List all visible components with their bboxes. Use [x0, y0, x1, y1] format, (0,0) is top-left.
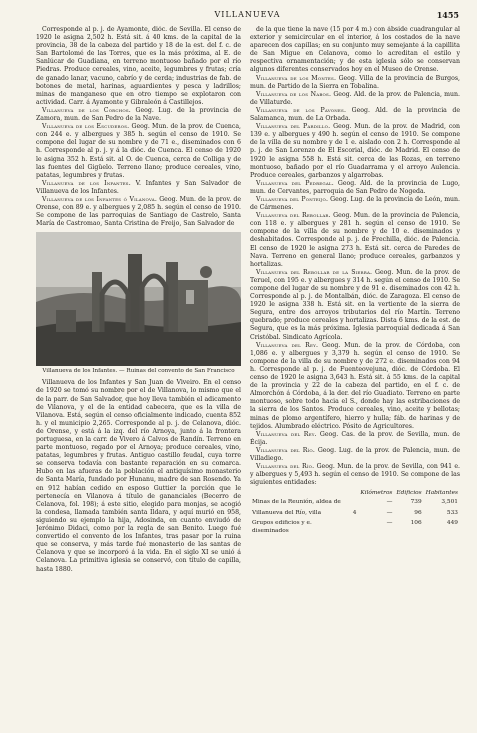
figure-caption: Villanueva de los Infantes. — Ruinas del convento de San Francisco: [42, 368, 235, 375]
entry-headword: Villanueva del Ponteijo.: [256, 195, 329, 203]
entry-headword: Villanueva del Pedregal.: [256, 179, 334, 187]
cell-b: —: [386, 519, 393, 526]
photo-convent-ruins: [36, 232, 241, 366]
cell-b: —: [386, 499, 393, 506]
ruins-illustration: [36, 232, 241, 366]
entry-headword: Villanueva del Rebollar.: [256, 212, 331, 220]
figure: [36, 232, 241, 375]
entry-text: Geog. Mun. de la prov. de Córdoba, con 1,086 e. y albergues y 3,379 h. según el censo de 1910. Se compone de la villa de su nombre y de 272 e. diseminados con 94 h. Corresponde al p. j. de Fuenteovejuna, dióc. de Córdoba. El censo de 1920 le asigna 3,643 h. Está sit. á 55 kms. de la capital de la provincia y 22 de la cabeza del partido, en el f. c. de Almorchón á Córdoba, á la der. del río Guadiato. Terreno en parte montuoso, sobre todo hacia el S., donde hay las estribaciones de la sierra de los Santos. Produce cereales, vino, aceite y bellotas; minas de plomo argentífero, hierro y hulla; fáb. de harinas y de tejidos. Alumbrado eléctrico. Pósito de Agricultores.: [250, 341, 460, 430]
inhabitants-count: 449: [446, 519, 458, 526]
entry-text: Geog. Lug. de la provincia de León, mun. de Cármenes.: [250, 195, 460, 212]
entry-headword: Villanueva del Rebollar de la Sierra.: [256, 268, 373, 276]
entity-name: Minas de la Reunión, aldea de: [252, 499, 341, 506]
dictionary-entry: [250, 447, 460, 463]
entity-name: Grupos edificios y e. diseminados: [252, 519, 312, 534]
dictionary-entry: [36, 26, 241, 107]
entry-text: Geog. Mun. de la provincia de Palencia, con 118 e. y albergues y 281 h. según el censo de 1910. Se compone de la villa de su nombre y de 10 e. diseminados y deshabitados. Corresponde al p. j. de Frechilla, dióc. de Palencia. El censo de 1920 le asigna 273 h. Está sit. cerca de Paredes de Nava. Terreno en general llano; produce cereales, garbanzos y hortalizas.: [250, 212, 460, 268]
entry-headword: Villanueva del Río.: [256, 463, 315, 471]
entry-text: Geog. Cas. de la prov. de Sevilla, mun. de Écija.: [250, 430, 460, 446]
inhabitants-count: 3,501: [441, 499, 458, 506]
entry-text: Geog. Villa de la provincia de Burgos, mun. de Partido de la Sierra en Tobalina.: [250, 74, 460, 90]
dictionary-entry: [36, 107, 241, 123]
table-row: [250, 497, 460, 507]
dictionary-entry: [36, 180, 241, 196]
buildings-count: 739: [410, 499, 422, 506]
entry-text: Geog. Mun. de la prov. de Sevilla, con 941 e. y albergues y 5,493 h. según el censo de 1910. Se compone de las siguientes entidades:: [250, 463, 460, 487]
dictionary-entry: [250, 180, 460, 196]
entry-text: Geog. Ald. de la provincia de Lugo, mun. de Cervantes, parroquia de San Pedro de Nogeda.: [250, 179, 460, 195]
entry-text: V. Infantes y San Salvador de Villanueva de los Infantes.: [36, 179, 241, 195]
dictionary-entry: [250, 107, 460, 123]
dictionary-entry: [36, 123, 241, 180]
entry-text: Geog. Mun. de la prov. de Cuenca, con 244 e. y albergues y 385 h. según el censo de 1910. Se compone del lugar de su nombre y de 71 e., diseminados con 6 h. Corresponde al p. j. y á la dióc. de Cuenca. El censo de 1920 le asigna 352 h. Está sit. al O. de Cuenca, cerca de Colliga y de las fuentes del Gigüelo. Terreno llano; produce cereales, vino, patatas, legumbres y frutas.: [36, 123, 241, 179]
entry-text: Villanueva de los Infantes y San Juan de Viveiro. En el censo de 1920 se tomó su nombre por el de Villanova, lo mismo que el de la parr. de San Salvador, que hoy lleva también el adicamento de Vilanova, y el de la entidad cabecera, que es la villa de Vilanova. Está, según el censo oficialmente indicado, cuenta 852 h. y el municipio 2,265. Corresponde al p. j. de Celanova, dióc. de Orense, y está á la izq. del río Arnoya, junto á la frontera portuguesa, en la carr. de Vivero á Calvos de Randín. Terreno en parte montuoso, regado por el Arnoya; produce cereales, vino, patatas, legumbres y frutas. Antiguo castillo feudal, cuya torre se conserva todavía con bastante reparación en su comarca. Hubo en las afueras de la población el antiquísimo monasterio de Santa María, fundado por Hunanu, madre de san Rosendo. Ya en 912 habían cedido en esposo Guttier la porción que le pertenecía en Vilanova á título de gananciales (Becerro de Celanova, fol. 198); á este sitio, elegido para monjas, se acogió la condesa, llamada también santa Ildara, y aquí murió en 958, siguiendo su ejemplo la hija, Adosinda, en cuanto enviudó de Jerónimo Didaci, como por la regla de san Benito. Luego fué convertido el convento de los Infantes, tras pasar por la ruina que se conserva, y más tarde fué monasterio de las santas de Celanova y que se incorporó á la vida. En el siglo XI se unió á Celanova. La primitiva iglesia se conservó, con título de capilla, hasta 1880.: [36, 379, 241, 573]
dictionary-entry: [36, 196, 241, 228]
stats-header-cell: Habitantes: [425, 490, 458, 497]
inhabitants-count: 533: [446, 509, 458, 516]
entry-text: Geog. Ald. de la prov. de Palencia, mun. de Villaturde.: [250, 90, 460, 106]
left-entries: [36, 26, 241, 228]
cell-a: [351, 518, 359, 536]
stats-header-cell: Kilómetros: [360, 490, 393, 497]
dictionary-entry: [250, 26, 460, 75]
cell-a: [351, 497, 359, 507]
entry-headword: Villanueva de los Infantes.: [42, 179, 131, 187]
dictionary-entry: [250, 431, 460, 447]
entity-name: Villanueva del Río, villa: [252, 509, 322, 516]
entry-text: Geog. Mun. de la prov. de Teruel, con 195 e. y albergues y 314 h. según el censo de 1910. Se compone del lugar de su nombre y de 91 e. diseminados con 42 h. Corresponde al p. j. de Montalbán, dióc. de Zaragoza. El censo de 1920 le asigna 338 h. Está sit. en la vertiente de la sierra de Segura, entre dos arroyos tributarios del río Martín. Terreno quebrado; produce cereales y hortalizas. Dista 6 kms. de la est. de Segura, que es la más próxima. Iglesia parroquial dedicada á San Cristóbal. Sindicato Agrícola.: [250, 268, 460, 341]
dictionary-entry: [250, 75, 460, 91]
entry-headword: Villanueva del Pardillo.: [256, 123, 331, 131]
dictionary-entry: [250, 123, 460, 180]
entry-text: Geog. Ald. de la provincia de Salamanca, mun. de La Orbada.: [250, 106, 460, 123]
entry-headword: Villanueva de los Montes.: [256, 74, 337, 82]
entry-headword: Villanueva de los Escuderos.: [42, 123, 130, 131]
page-number: 1455: [436, 10, 459, 20]
dictionary-entry: [250, 196, 460, 212]
buildings-count: 96: [414, 509, 422, 516]
dictionary-entry: [36, 379, 241, 573]
stats-header-row: [250, 489, 460, 497]
entry-text: de la que tiene la nave (15 por 4 m.) con ábside cuadrangular al exterior y semicircular en el interior, á los costados de la nave aparecen dos capillas; en su conjunto muy semejante á la capillita de San Migue en Celanova, como lo acreditan el estilo y respectiva ornamentación; y de esta iglesia sólo se conservan algunos diferentes conservados hoy en el Museo de Orense.: [250, 26, 460, 74]
left-column: [36, 26, 241, 721]
buildings-count: 106: [410, 519, 422, 526]
entry-headword: Villanueva del Río.: [256, 446, 316, 454]
running-title: VILLANUEVA: [214, 10, 281, 19]
entry-text: Geog. Lug. de la provincia de Zamora, mun. de San Pedro de la Nave.: [36, 106, 241, 123]
stats-header-cell: [351, 489, 359, 497]
right-column: [250, 26, 460, 721]
table-row: [250, 518, 460, 536]
entry-headword: Villanueva de los Corchos.: [42, 106, 131, 114]
entry-text: Geog. Lug. de la prov. de Palencia, mun. de Villadiego.: [250, 446, 460, 462]
dictionary-entry: [250, 269, 460, 342]
stats-table: [250, 489, 460, 535]
entry-text: Geog. Mun. de la prov. de Orense, con 89 e. y albergues y 2,085 h. según el censo de 1910. Se compone de las parroquias de Santiago de Castrelo, Santa María de Castromao, Santa Cristina de Freijo, San Salvador de: [36, 195, 241, 228]
stats-header-cell: [250, 489, 351, 497]
dictionary-entry: [250, 212, 460, 269]
dictionary-entry: [250, 342, 460, 431]
entry-text: Geog. Mun. de la prov. de Madrid, con 139 e. y albergues y 490 h. según el censo de 1910. Se compone de la villa de su nombre y de 1 e. aislado con 2 h. Corresponde al p. j. de San Lorenzo de El Escorial, dióc. de Madrid. El censo de 1920 le asigna 558 h. Está sit. cerca de las Rozas, en terreno montuoso, bañado por el río Guadarrama y el arroyo Aulencia. Produce cereales, garbanzos y algarrobas.: [250, 123, 460, 179]
page-header: [36, 10, 459, 24]
dictionary-entry: [250, 463, 460, 487]
table-row: [250, 508, 460, 518]
right-entries: [250, 26, 460, 487]
dictionary-entry: [250, 91, 460, 107]
entry-headword: Villanueva de los Nabos.: [256, 90, 332, 98]
stats-header-cell: Edificios: [396, 490, 422, 497]
entry-headword: Villanueva de los Pavones.: [256, 106, 347, 114]
entry-headword: Villanueva del Rey.: [256, 341, 319, 349]
cell-a: 4: [352, 509, 357, 516]
cell-b: —: [386, 509, 393, 516]
entry-headword: Villanueva del Rey.: [256, 430, 317, 438]
entry-text: Corresponde al p. j. de Ayamonte, dióc. de Sevilla. El censo de 1920 le asigna 2,502 h. Está sit. á 40 kms. de la capital de la provincia, 38 de la cabeza del partido y 18 de la est. del f. c. de San Bartolomé de las Torres, que es la más próxima, al E. de Sanlúcar de Guadiana, en terreno montuoso bañado por el río Piedras. Produce cereales, vino, aceite, legumbres y frutas; cría de ganado lanar, vacuno, cabrío y de cerda; industrias de fab. de botones de metal, harinas, aguardientes y pesca y ladrillos; minas de manganeso que en otro tiempo se explotaron con actividad. Carr. á Ayamonte y Gibraleón á Castillejos.: [36, 26, 241, 106]
left-entries-continued: [36, 379, 241, 573]
entry-headword: Villanueva de los Infantes ó Vilanova.: [42, 195, 158, 203]
